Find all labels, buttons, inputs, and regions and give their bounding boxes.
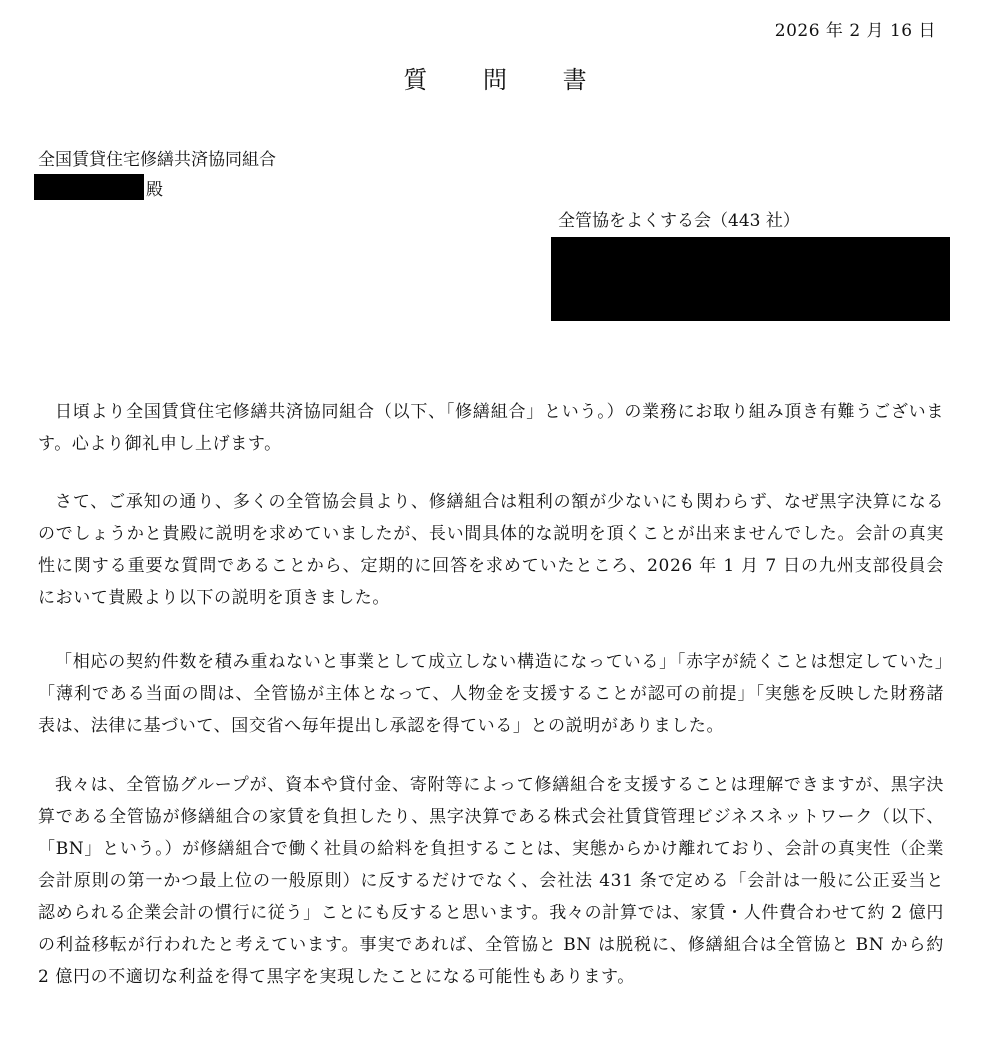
body-paragraph-position: 我々は、全管協グループが、資本や貸付金、寄附等によって修繕組合を支援することは理解できますが、黒字決算である全管協が修繕組合の家賃を負担したり、黒字決算である株式会社賃貸管理ビジネスネットワーク（以下、「BN」という。）が修繕組合で働く社員の給料を負担することは、実態からかけ離れており、会計の真実性（企業会計原則の第一かつ最上位の一般原則）に反するだけでなく、会社法 431 条で定める「会計は一般に公正妥当と認められる企業会計の慣行に従う」ことにも反すると思います。我々の計算では、家賃・人件費合わせて約 2 億円の利益移転が行われたと考えています。事実であれば、全管協と BN は脱税に、修繕組合は全管協と BN から約 2 億円の不適切な利益を得て黒字を実現したことになる可能性もあります。	[38, 775, 944, 987]
recipient-honorific: 殿	[146, 179, 163, 200]
sender-organization: 全管協をよくする会（443 社）	[558, 211, 800, 231]
body-paragraph-greeting: 日頃より全国賃貸住宅修繕共済協同組合（以下、「修繕組合」という。）の業務にお取り組み頂き有難うございます。心より御礼申し上げます。	[38, 402, 944, 454]
redacted-sender-details	[551, 237, 950, 321]
body-paragraph-quoted-explanation: 「相応の契約件数を積み重ねないと事業として成立しない構造になっている」「赤字が続くことは想定していた」「薄利である当面の間は、全管協が主体となって、人物金を支援することが認可の前提」「実態を反映した財務諸表は、法律に基づいて、国交省へ毎年提出し承認を得ている」との説明がありました。	[38, 652, 944, 736]
document-title: 質 問 書	[403, 66, 611, 94]
document-date: 2026 年 2 月 16 日	[774, 21, 936, 41]
body-paragraph-background: さて、ご承知の通り、多くの全管協会員より、修繕組合は粗利の額が少ないにも関わらず、なぜ黒字決算になるのでしょうかと貴殿に説明を求めていましたが、長い間具体的な説明を頂くことが出来ませんでした。会計の真実性に関する重要な質問であることから、定期的に回答を求めていたところ、2026 年 1 月 7 日の九州支部役員会において貴殿より以下の説明を頂きました。	[38, 492, 944, 608]
recipient-organization: 全国賃貸住宅修繕共済協同組合	[38, 150, 276, 170]
redacted-recipient-name	[34, 174, 144, 200]
recipient-name-row	[34, 174, 163, 200]
